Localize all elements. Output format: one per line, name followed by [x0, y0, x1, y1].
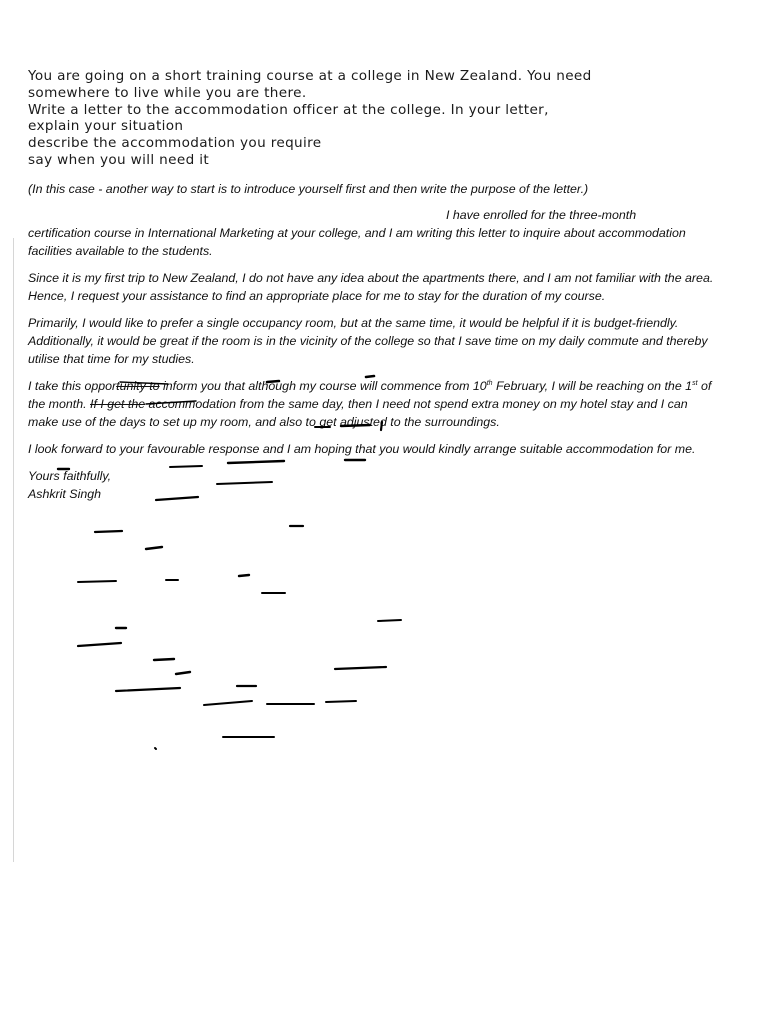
ink-mark	[154, 659, 174, 660]
letter-paragraph-2: Since it is my first trip to New Zealand, I do not have any idea about the apartments there, and I am not familiar with the area. Hence, I request your assistance to find an appropriate place for me to stay for the duration of my course.	[28, 271, 714, 303]
task-prompt	[28, 68, 728, 169]
p4-text-e: of the month.	[28, 379, 712, 411]
p4-text-c: inform you that although my course will commence from 10	[159, 379, 487, 393]
task-line: somewhere to live while you are there.	[28, 84, 307, 101]
p4-superscript: th	[486, 379, 493, 387]
letter-paragraph-3: Primarily, I would like to prefer a single occupancy room, but at the same time, it would be helpful if it is budget-friendly. Additionally, it would be great if the room is in the vicinity of the college so that I save time on my daily commute and thereby utilise that time for my studies.	[28, 316, 708, 366]
ink-mark	[204, 701, 252, 705]
task-line: describe the accommodation you require	[28, 135, 322, 152]
ink-mark	[116, 688, 180, 691]
ink-mark	[335, 667, 386, 669]
ink-mark	[326, 701, 356, 702]
ink-mark	[155, 748, 156, 749]
task-line: say when you will need it	[28, 151, 210, 168]
ink-mark	[78, 581, 116, 582]
signature-name: Ashkrit Singh	[28, 487, 102, 501]
ink-mark	[95, 531, 122, 532]
letter-body	[28, 180, 718, 503]
ink-mark	[239, 575, 249, 576]
letter-closing: Yours faithfully,	[28, 469, 112, 483]
p4-text-a: I take this oppor	[28, 379, 117, 393]
paragraph-1-start: I have enrolled for the three-month	[446, 208, 637, 222]
p4-text-g: accommodation from the same day, then I need not spend extra money on my hotel stay and I can make use of the days to set up my room, and also to get adjusted to the surroundings.	[28, 397, 688, 429]
letter-paragraph-5: I look forward to your favourable response and I am hoping that you would kindly arrange suitable accommodation for me.	[28, 442, 696, 456]
letter-paragraph-1	[28, 206, 718, 260]
ink-mark	[146, 547, 162, 549]
paragraph-1-rest: certification course in International Marketing at your college, and I am writing this letter to inquire about accommodation facilities available to the students.	[28, 226, 686, 258]
p4-struck-text: tunity to	[116, 379, 160, 393]
p4-struck-text: If I get the	[90, 397, 146, 411]
task-line: You are going on a short training course at a college in New Zealand. You need	[28, 68, 592, 84]
p4-superscript: st	[692, 379, 698, 387]
task-line: Write a letter to the accommodation officer at the college. In your letter,	[28, 101, 549, 118]
ink-mark	[176, 672, 190, 674]
ink-mark	[78, 643, 121, 646]
p4-text-d: February, I will be reaching on the 1	[492, 379, 693, 393]
task-line: explain your situation	[28, 118, 184, 135]
left-margin-line	[13, 238, 14, 862]
guidance-note: (In this case - another way to start is to introduce yourself first and then write the purpose of the letter.)	[28, 182, 589, 196]
letter-paragraph-4	[28, 377, 718, 431]
ink-mark	[378, 620, 401, 621]
